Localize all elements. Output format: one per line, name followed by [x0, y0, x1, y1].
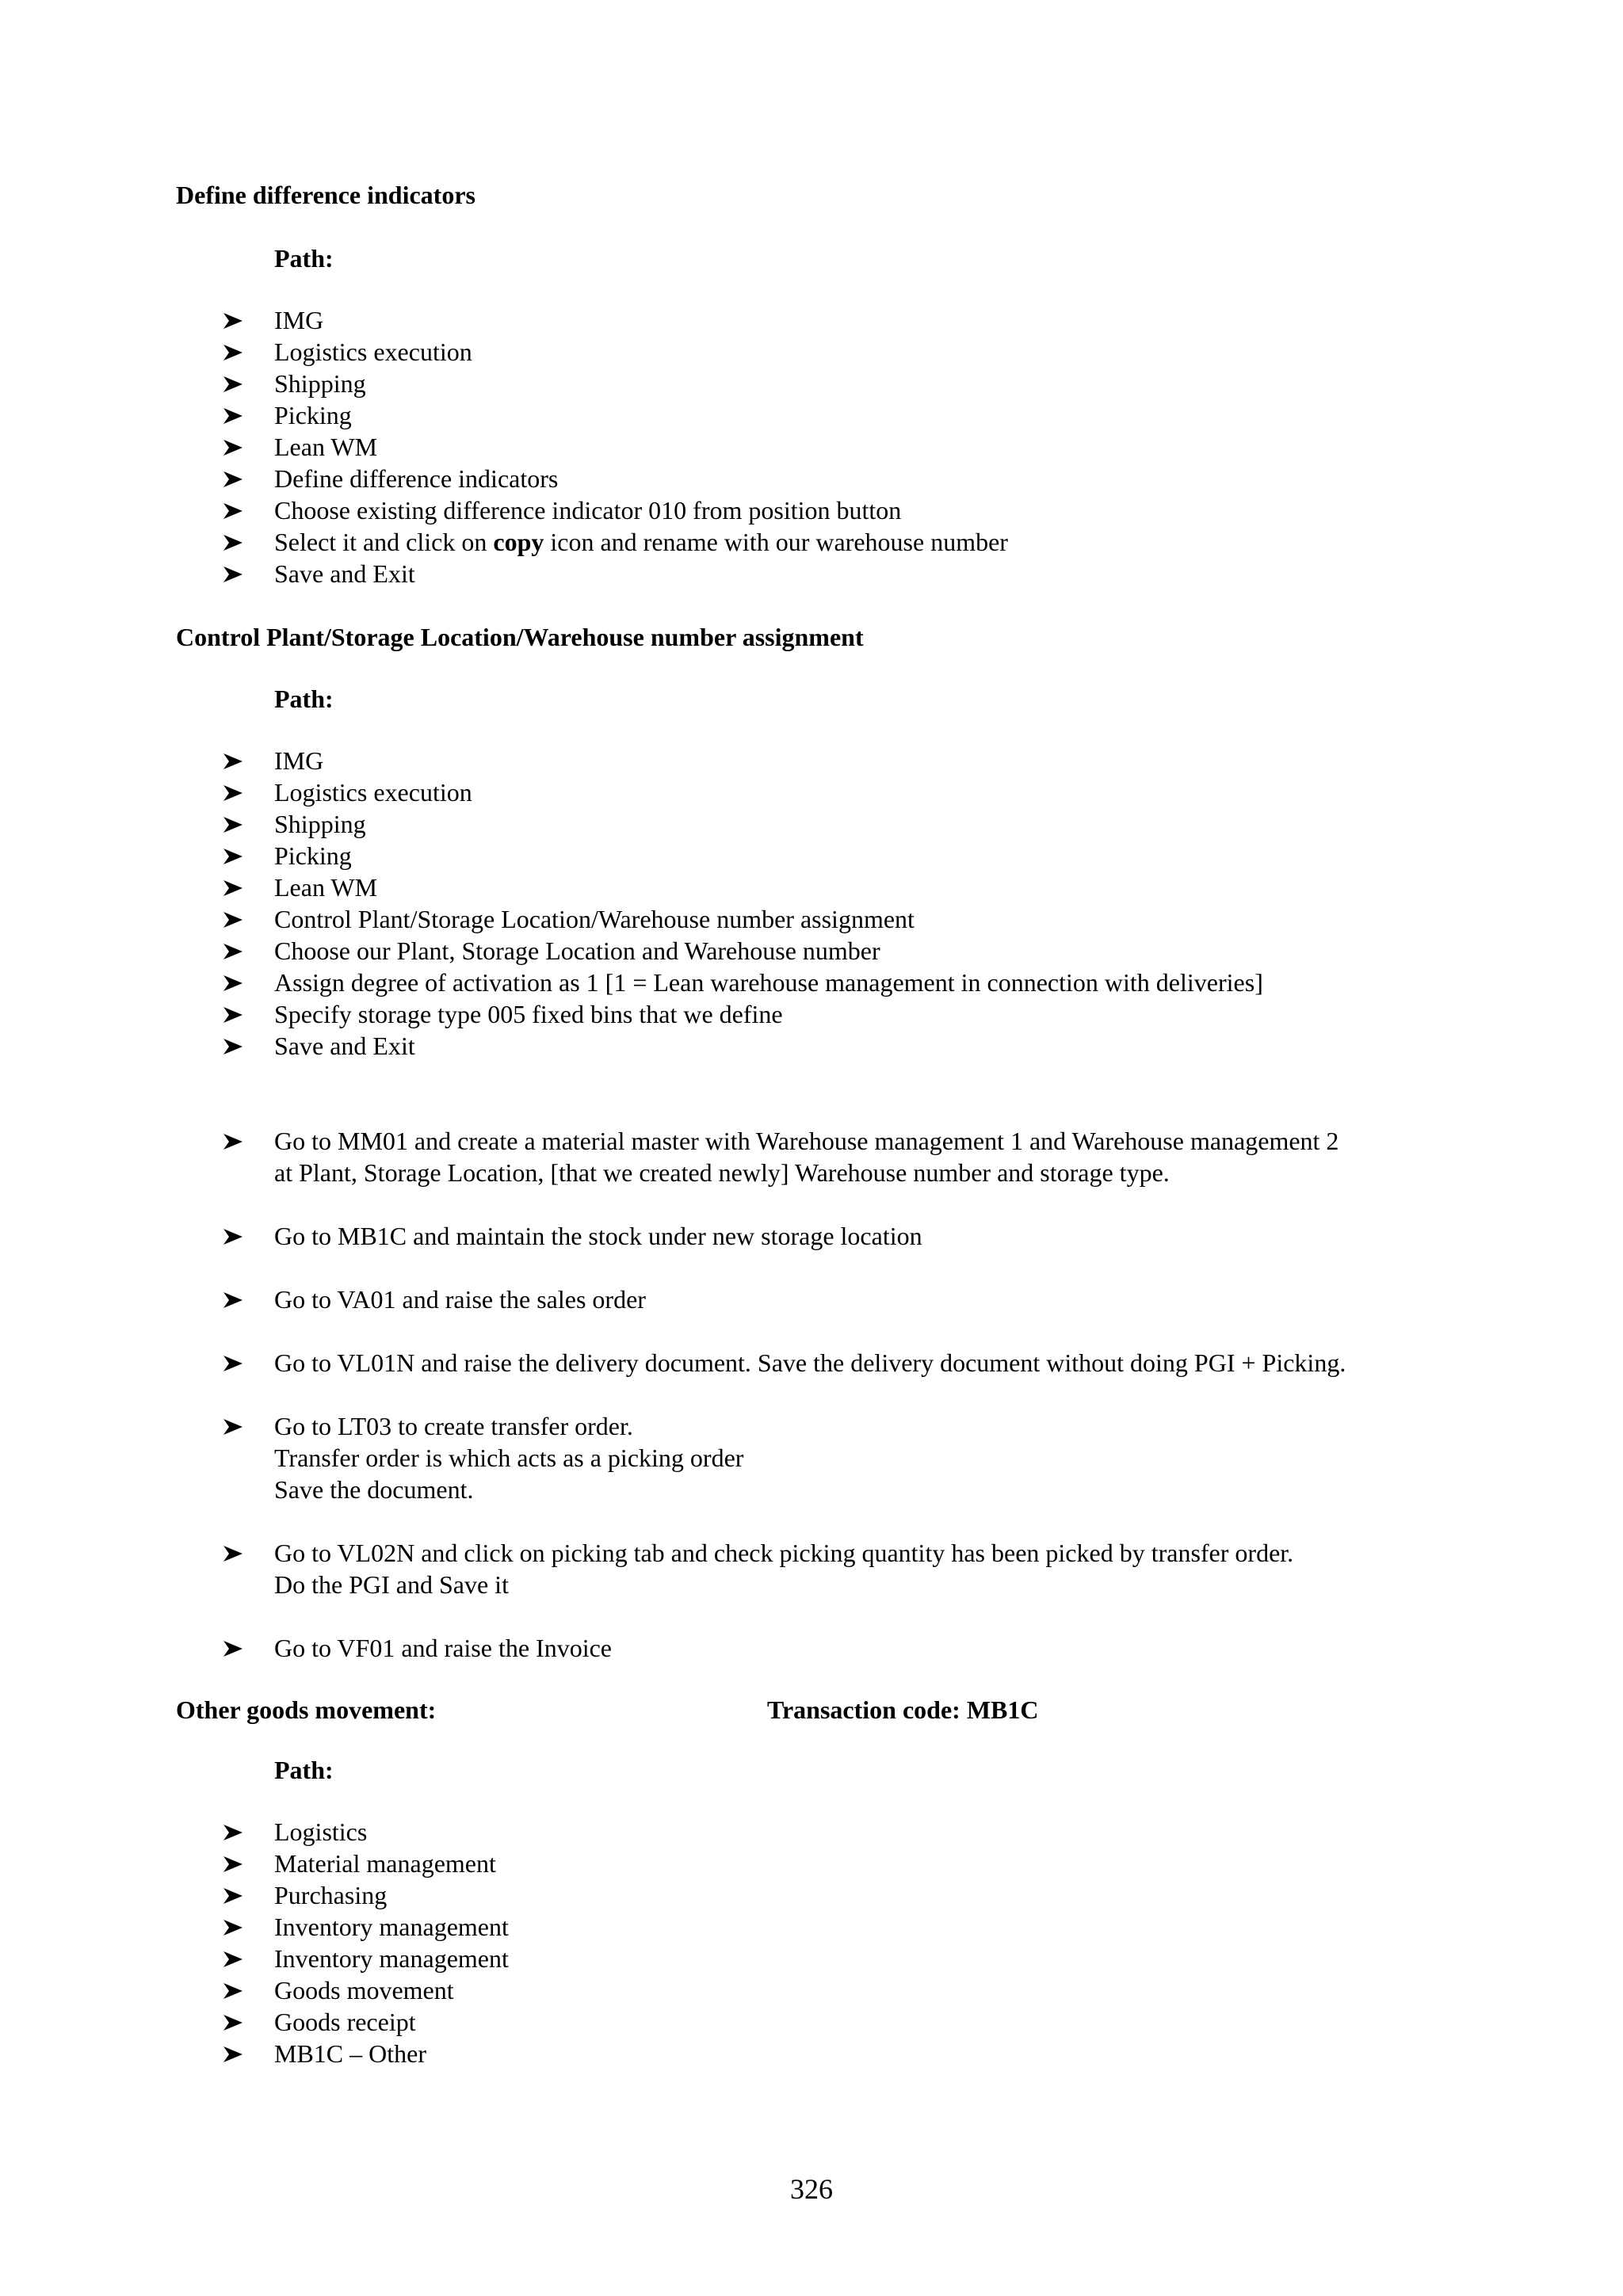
path-list-control-plant-assignment	[0, 745, 1623, 1062]
list-item-text: Shipping	[274, 369, 366, 398]
path-label: Path:	[274, 1756, 334, 1784]
procedure-step-line: Go to MM01 and create a material master with Warehouse management 1 and Warehouse management 2	[274, 1127, 1339, 1155]
list-item-text: Material management	[274, 1849, 496, 1878]
list-item	[0, 2006, 1623, 2038]
list-item	[0, 1030, 1623, 1062]
bold-text-segment: copy	[493, 528, 544, 556]
list-item-text: Choose our Plant, Storage Location and Warehouse number	[274, 936, 880, 965]
procedure-step-line: Go to VF01 and raise the Invoice	[274, 1634, 612, 1662]
list-item-text: Lean WM	[274, 433, 378, 461]
list-item	[0, 399, 1623, 431]
arrow-bullet-icon	[223, 1974, 247, 2006]
arrow-bullet-icon	[223, 808, 247, 840]
arrow-bullet-icon	[223, 871, 247, 903]
arrow-bullet-icon	[223, 1220, 247, 1252]
procedure-step-line: Go to LT03 to create transfer order.	[274, 1412, 633, 1440]
arrow-bullet-icon	[223, 1911, 247, 1943]
list-item	[0, 368, 1623, 399]
procedure-step-line: Go to VL02N and click on picking tab and check picking quantity has been picked by transfer order.	[274, 1539, 1294, 1567]
list-item-text: Inventory management	[274, 1944, 509, 1973]
list-item-text: Logistics	[274, 1817, 368, 1846]
list-item-text: Specify storage type 005 fixed bins that we define	[274, 1000, 783, 1028]
text-segment: icon and rename with our warehouse number	[544, 528, 1008, 556]
list-item-text: Picking	[274, 401, 352, 429]
arrow-bullet-icon	[223, 336, 247, 368]
list-item	[0, 526, 1623, 558]
arrow-bullet-icon	[223, 1848, 247, 1879]
arrow-bullet-icon	[223, 463, 247, 494]
list-item-text: MB1C – Other	[274, 2039, 426, 2068]
arrow-bullet-icon	[223, 1632, 247, 1664]
list-item	[0, 1848, 1623, 1879]
list-item	[0, 463, 1623, 494]
path-list-other-goods-movement	[0, 1816, 1623, 2069]
arrow-bullet-icon	[223, 431, 247, 463]
arrow-bullet-icon	[223, 526, 247, 558]
arrow-bullet-icon	[223, 967, 247, 998]
list-item-text: Picking	[274, 841, 352, 870]
list-item-text: Goods receipt	[274, 2008, 416, 2036]
list-item-text	[274, 526, 1008, 558]
list-item-text: Lean WM	[274, 873, 378, 902]
path-list-define-difference-indicators	[0, 304, 1623, 589]
list-item	[0, 2038, 1623, 2069]
list-item	[0, 431, 1623, 463]
list-item-text: Logistics execution	[274, 338, 472, 366]
procedure-step-line: Transfer order is which acts as a picking order	[274, 1444, 744, 1472]
list-item-text: Choose existing difference indicator 010 from position button	[274, 496, 902, 524]
list-item	[0, 871, 1623, 903]
list-item-text: Save and Exit	[274, 559, 415, 588]
list-item	[0, 903, 1623, 935]
list-item	[0, 967, 1623, 998]
procedure-step-line: Go to MB1C and maintain the stock under new storage location	[274, 1222, 922, 1250]
list-item-text: Purchasing	[274, 1881, 388, 1909]
arrow-bullet-icon	[223, 935, 247, 967]
list-item-text: Logistics execution	[274, 778, 472, 807]
arrow-bullet-icon	[223, 494, 247, 526]
procedure-step-line: Go to VL01N and raise the delivery document. Save the delivery document without doing PGI + Picking.	[274, 1348, 1346, 1377]
list-item-text: IMG	[274, 746, 324, 775]
arrow-bullet-icon	[223, 1283, 247, 1315]
list-item	[0, 935, 1623, 967]
arrow-bullet-icon	[223, 1879, 247, 1911]
procedure-step-line: Go to VA01 and raise the sales order	[274, 1285, 646, 1314]
list-item	[0, 808, 1623, 840]
arrow-bullet-icon	[223, 1816, 247, 1848]
arrow-bullet-icon	[223, 368, 247, 399]
list-item-text: Assign degree of activation as 1 [1 = Lean warehouse management in connection with deliveries]	[274, 968, 1263, 997]
procedure-step-line: at Plant, Storage Location, [that we created newly] Warehouse number and storage type.	[274, 1158, 1170, 1187]
arrow-bullet-icon	[223, 399, 247, 431]
arrow-bullet-icon	[223, 903, 247, 935]
list-item-text: Define difference indicators	[274, 464, 559, 493]
list-item-text: Control Plant/Storage Location/Warehouse number assignment	[274, 905, 915, 933]
arrow-bullet-icon	[223, 1030, 247, 1062]
arrow-bullet-icon	[223, 998, 247, 1030]
procedure-step-line: Do the PGI and Save it	[274, 1570, 509, 1599]
list-item	[0, 304, 1623, 336]
page-number: 326	[790, 2173, 833, 2205]
arrow-bullet-icon	[223, 840, 247, 871]
list-item	[0, 998, 1623, 1030]
arrow-bullet-icon	[223, 558, 247, 589]
arrow-bullet-icon	[223, 1410, 247, 1442]
transaction-code-label: Transaction code: MB1C	[767, 1695, 1039, 1724]
list-item	[0, 745, 1623, 776]
list-item-text: Shipping	[274, 810, 366, 838]
section-heading-control-plant-assignment: Control Plant/Storage Location/Warehouse number assignment	[176, 623, 864, 651]
section-heading-other-goods-movement: Other goods movement:	[176, 1695, 437, 1724]
arrow-bullet-icon	[223, 745, 247, 776]
list-item	[0, 776, 1623, 808]
list-item	[0, 1943, 1623, 1974]
path-label: Path:	[274, 685, 334, 713]
arrow-bullet-icon	[223, 2038, 247, 2069]
section-heading-define-difference-indicators: Define difference indicators	[176, 181, 475, 209]
arrow-bullet-icon	[223, 1943, 247, 1974]
list-item	[0, 1911, 1623, 1943]
list-item	[0, 1879, 1623, 1911]
arrow-bullet-icon	[223, 1347, 247, 1379]
list-item	[0, 1974, 1623, 2006]
text-segment: Select it and click on	[274, 528, 494, 556]
arrow-bullet-icon	[223, 2006, 247, 2038]
arrow-bullet-icon	[223, 304, 247, 336]
list-item	[0, 494, 1623, 526]
list-item-text: IMG	[274, 306, 324, 334]
arrow-bullet-icon	[223, 1125, 247, 1157]
arrow-bullet-icon	[223, 776, 247, 808]
list-item	[0, 840, 1623, 871]
list-item	[0, 1816, 1623, 1848]
list-item-text: Goods movement	[274, 1976, 454, 2004]
path-label: Path:	[274, 244, 334, 273]
list-item	[0, 336, 1623, 368]
procedure-step-line: Save the document.	[274, 1475, 474, 1504]
list-item	[0, 558, 1623, 589]
list-item-text: Save and Exit	[274, 1032, 415, 1060]
arrow-bullet-icon	[223, 1537, 247, 1569]
list-item-text: Inventory management	[274, 1913, 509, 1941]
